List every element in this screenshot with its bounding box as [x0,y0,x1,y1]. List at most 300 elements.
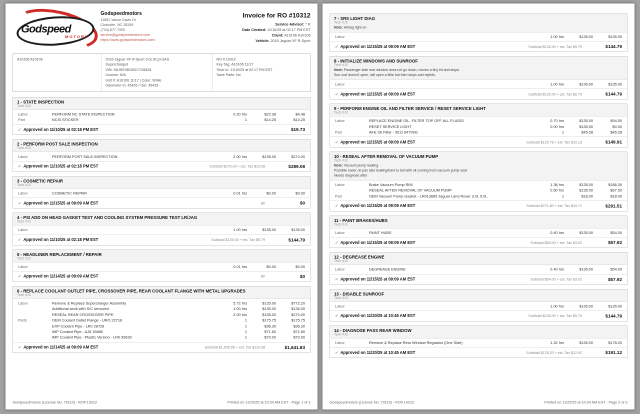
company-phone: (704) 877-7900 [100,27,126,33]
section-rows [330,228,627,237]
approved-text: Approved on 11/15/25 at 09:09 AM EST [340,240,416,245]
logo-motors-label: MOTORS [65,34,89,39]
row-qty: 1.00 hrs [550,34,564,39]
row-qty: 1.00 hrs [233,306,247,312]
line-item-row [13,264,310,270]
section-rows [13,225,310,234]
section-tech: Tech #JC [334,111,349,115]
section-approval-row [330,310,627,321]
section-rows [13,298,310,341]
row-desc [52,264,216,269]
subtotal-note: Subtotal $270.00 + est. Tax $19.08 [209,164,265,169]
row-rate: $135.00 [579,230,593,235]
row-type: Labor [18,264,28,269]
section-tech: Tech #JC [17,104,32,108]
vehicle-line [196,38,311,44]
row-type: Labor [335,230,345,235]
row-rate: $135.00 [579,340,593,346]
row-desc: COSMETIC REPAIR [52,190,87,196]
section-total: $57.92 [607,240,622,246]
vehicle-unit-color: Unit #: A10106 11/17 | Color: White [105,77,162,83]
section-tech: Tech #JC [17,220,32,224]
row-type: Labor [335,340,345,346]
row-type: Labor [335,182,345,187]
row-desc [52,228,216,233]
section-header [13,140,310,152]
company-website: https://www.godspeedmotors.com/ [100,37,156,43]
approved-check-icon: ✓ [335,240,339,245]
subtotal-note: Subtotal $135.00 + est. Tax $9.79 [528,91,582,97]
row-qty: 1 [561,130,564,135]
line-item-row [13,300,310,306]
row-rate: $0.00 [266,264,276,269]
row-desc [369,304,533,309]
approved-check-icon: ✓ [18,237,22,242]
section-rows [330,116,627,137]
row-total: $270.00 [291,312,305,317]
footer-printed-text: Printed on 11/25/25 at 10:34 AM EST - Page 1 of 3 [227,400,311,405]
section-total: $19.73 [290,127,305,133]
row-total: $0.00 [612,124,622,129]
section-total: $144.79 [605,44,622,50]
section-header [330,104,627,116]
service-section [330,325,628,358]
row-type [18,307,52,312]
section-total: $289.08 [288,163,305,169]
note-line: Possible lower oil pan also leaking/hard to tell with oil coming from vacuum pump seal [334,169,467,173]
section-tech: Tech #JC [17,183,32,187]
section-tech: Tech #JC [334,63,349,68]
page2-footer [330,400,628,405]
section-title: 2 - PERFORM POST SALE INSPECTION [17,141,98,147]
section-header [13,213,310,225]
row-rate: $135.00 [262,227,276,233]
service-section [330,56,628,99]
note-line: Note: Passenger side rear window does not go down, moves a tiny bit and stops. [334,68,460,73]
approved-check-icon: ✓ [335,203,339,209]
section-approval-row [330,274,627,285]
row-desc: OEM Vacuum Pump Gasket - LR013685 Jaguar Land Rover 3.0L 5.0L [369,193,488,199]
row-desc: OEM Coolant Outlet Flange - URO 22718 [52,318,123,323]
approved-check-icon: ✓ [18,200,22,206]
row-desc: DEGREASE ENGINE [369,267,406,272]
row-desc: Additional work with S/C removed [52,306,109,312]
row-rate: $14.25 [264,117,276,123]
note-line: Note: Airbag light on [334,26,367,30]
section-total: $144.79 [605,91,622,97]
subtotal-note: Subtotal $1,530.85 + est. Tax $110.98 [204,345,265,350]
row-qty: 1 [561,193,564,199]
section-approval-row [330,41,627,52]
approved-check-icon: ✓ [335,91,339,97]
row-desc: Remove & Replace Rear Window Regulator (One Side) [369,340,463,346]
row-total: $67.50 [610,188,622,193]
row-type [335,188,369,193]
section-tech: Tech #JC [334,332,349,337]
line-item-row [13,318,310,324]
row-total: $54.00 [610,230,622,235]
row-qty: 0.00 hrs [550,124,564,129]
row-desc: NCSI STICKER [52,117,79,123]
line-item-row [330,118,627,124]
section-rows [330,301,627,310]
section-total: $1,641.83 [284,344,305,350]
row-type: Parts [18,318,27,323]
row-type [18,335,52,340]
section-header [13,286,310,298]
row-rate: $135.00 [262,312,276,317]
line-item-row [13,335,310,341]
service-section [330,215,628,248]
section-header [13,250,310,262]
subtotal-note: $0 [261,274,265,279]
row-type: Labor [18,111,28,117]
row-type: Labor [335,303,345,309]
subtotal-note: Subtotal $139.78 + est. Tax $10.13 [526,139,582,145]
invoice-title: Invoice for RO #10312 [242,11,311,19]
service-section [13,139,311,172]
line-item-row [330,124,627,130]
approved-check-icon: ✓ [18,345,22,350]
row-qty: 2.00 hrs [233,154,247,159]
section-header [330,57,627,80]
subtotal-note: Subtotal $271.80 + est. Tax $19.71 [526,203,582,209]
approved-text: Approved on 11/15/25 at 09:09 AM EST [340,203,416,209]
section-title: 9 - PERFORM ENGINE OIL AND FILTER SERVICE / RESET SERVICE LIGHT [334,106,486,112]
row-total: $178.20 [608,340,622,346]
row-qty: 1 [244,323,247,329]
row-total: $135.00 [291,227,305,233]
row-rate: $0.00 [266,190,276,196]
section-title: 6 - REPLACE COOLANT OUTLET PIPE, CROSSOVER PIPE, REAR COOLANT FLANGE WITH METAL UPGRADES [17,288,246,294]
line-item-row [330,193,627,199]
row-total: $135.00 [291,306,305,312]
row-type [335,124,369,129]
service-section [330,14,628,53]
section-tech: Tech #JC [334,159,349,163]
service-section [13,97,311,135]
row-qty: 0.01 hrs [233,264,247,269]
client-label: Client: [271,32,284,38]
line-item-row [13,312,310,318]
row-qty: 0.50 hrs [550,188,564,193]
note-line: Note: Vacuum pump leaking [334,164,379,168]
line-item-row [330,34,627,40]
row-rate: $135.00 [262,301,276,306]
approved-text: Approved on 11/20/25 at 10:45 AM EST [340,313,416,319]
service-section [13,213,311,246]
row-rate: $135.00 [579,81,593,87]
row-rate: $135.00 [579,34,593,39]
company-address-line2: Charlotte, NC 28269 [100,22,134,28]
section-header [330,326,627,338]
approved-text: Approved on 11/10/25 at 02:18 PM EST [23,164,99,169]
row-rate: $36.30 [264,323,276,329]
vehicle-detail-column [101,54,212,91]
vehicle-info-box [13,54,311,92]
approved-text: Approved on 11/10/25 at 02:18 PM EST [23,237,99,242]
row-qty: 1.00 hrs [550,81,564,87]
row-total: $135.00 [608,303,622,309]
line-item-row [330,129,627,135]
section-tech: Tech #JC [17,256,32,261]
row-rate: $135.00 [579,182,593,187]
vehicle-engine: Supercharged [105,62,129,67]
service-advisor-label: Service Advisor: [275,21,305,27]
row-desc: Remove & Replace Supercharger Assembly [52,301,127,306]
section-title: 11 - PAINT BRAKES/HUBS [334,217,388,223]
section-approval-row [13,161,310,172]
client-id: A10106 A10106 [17,57,43,62]
subtotal-note: Subtotal $135.00 + est. Tax $9.79 [528,313,582,319]
approved-check-icon: ✓ [18,164,22,169]
section-rows [13,262,310,271]
row-type: Labor [18,227,28,233]
section-approval-row [13,271,310,282]
logo-wordmark: Godspeed [21,22,71,35]
section-title: 13 - DISABLE SUNROOF [334,291,385,297]
service-section [13,176,311,209]
page1-footer [13,400,311,405]
approved-check-icon: ✓ [18,274,22,279]
row-rate: $135.00 [579,267,593,272]
row-desc: RESEAL REAR CROSSOVER PIPE [52,312,114,317]
section-rows [13,152,310,161]
row-desc [369,82,533,87]
section-approval-row [13,124,310,135]
section-total: $149.91 [605,139,622,145]
line-item-row [13,323,310,329]
row-qty: 5.72 hrs [233,301,247,306]
note-line: Sun roof doesn't open, will open a little but then stops and rejects. [334,73,436,77]
row-rate: $135.00 [262,306,276,312]
row-total: $36.30 [293,323,305,329]
footer-license-text: Godspeedmotors (License No: 70110) - RO# 10312 [12,400,98,405]
row-qty: 0.40 hrs [550,230,564,235]
row-total: $772.20 [291,301,305,306]
row-type [18,324,52,329]
section-rows [330,180,627,201]
vehicle-vin: VIN: SAJBF4BV8GCY26528 [105,67,152,72]
line-item-row [330,188,627,194]
invoice-header [13,9,311,49]
subtotal-note: Subtotal $54.00 + est. Tax $3.92 [530,240,582,245]
line-item-row [13,227,310,233]
row-desc: REPLACE ENGINE OIL, FILTER TOP OFF ALL FLUIDS [369,118,464,124]
section-approval-row [13,234,310,245]
section-total: $57.92 [607,276,622,282]
section-header [330,289,627,301]
row-desc: Brake Vacuum Pump RMI [369,182,413,187]
row-rate: $45.28 [581,130,593,135]
subtotal-note: Subtotal $135.00 + est. Tax $9.79 [211,237,265,242]
line-item-row [330,81,627,87]
invoice-meta [196,9,311,49]
row-type: Labor [18,190,28,196]
section-tech: Tech #JC [17,293,32,297]
row-qty: 1 [244,318,247,323]
invoice-page-1 [5,3,318,410]
section-approval-row [330,237,627,248]
row-qty: 0.01 hrs [233,190,247,196]
row-qty: 1 [244,335,247,340]
service-section [13,249,311,282]
line-item-row [330,303,627,309]
section-rows [330,338,627,347]
section-rows [330,79,627,88]
row-rate: $18.00 [581,193,593,199]
section-approval-row [13,198,310,209]
line-item-row [330,182,627,188]
line-item-row [13,329,310,335]
vehicle-client-column [13,54,101,91]
section-approval-row [330,89,627,100]
footer-license-text: Godspeedmotors (License No: 70110) - RO# 10312 [329,400,415,405]
section-tech: Tech #JC [334,296,349,300]
invoice-page-2 [322,3,635,410]
service-section [330,152,628,212]
section-tech: Tech #JC [334,222,349,227]
line-item-row [330,230,627,236]
row-total: $175.75 [291,318,305,323]
service-section [330,104,628,148]
row-qty: 0.40 hrs [550,267,564,272]
approved-text: Approved on 11/10/25 at 02:18 PM EST [23,127,99,132]
vehicle-value: 2016 Jaguar XF R-Sport [270,38,311,43]
section-total: $144.79 [288,237,305,243]
row-type: Labor [335,34,345,39]
section-title: 12 - DEGREASE ENGINE [334,254,385,260]
section-title: 3 - COSMETIC REPAIR [17,178,63,184]
subtotal-note: Subtotal $135.00 + est. Tax $9.79 [528,44,582,49]
approved-check-icon: ✓ [18,127,22,132]
company-address-line1: 11881 Vance Davis Dr [100,17,136,22]
row-qty: 0.20 hrs [233,111,247,117]
line-item-row [13,117,310,123]
row-rate: $175.75 [262,318,276,323]
row-qty: 1 [244,117,247,123]
approved-check-icon: ✓ [335,44,339,49]
row-total: $18.00 [610,193,622,199]
section-total: $291.51 [605,203,622,209]
section-approval-row [330,347,627,358]
company-info [101,9,192,49]
approved-text: Approved on 11/20/25 at 10:45 AM EST [340,350,416,355]
row-total: $4.48 [295,111,305,117]
row-total: $0.00 [295,264,305,269]
row-rate: $71.60 [264,329,276,334]
note-label: Note: [334,164,344,168]
section-rows [13,188,310,197]
section-header [330,14,627,32]
row-total: $94.50 [610,118,622,124]
ro-time-in: Time In: 11/10/25 at 02:17 PM EST [216,67,273,72]
section-title: 10 - RESEAL AFTER REMOVAL OF VACUUM PUMP [334,154,439,160]
row-qty: 1.32 hrs [550,340,564,346]
row-desc: PERFORM NC STATE INSPECTION [52,111,115,117]
row-rate: $135.00 [579,118,593,124]
date-created-value: 11/10/25 at 02:17 PM EST [267,27,311,32]
line-item-row [330,340,627,346]
section-header [330,216,627,228]
section-title: 14 - DIAGNOSE PASS REAR WINDOW [334,327,412,333]
ro-number: RO # 10312 [216,57,236,62]
row-desc: IMP Coolant Pipe - Plastic Version - LR0 99630 [52,335,132,340]
row-type: Part [335,193,342,199]
row-type: Part [18,117,25,123]
row-qty: 1.00 hrs [233,227,247,233]
section-total: $144.79 [605,313,622,319]
vehicle-label: Vehicle: [255,38,270,43]
company-name: Godspeedmotors [100,11,142,17]
row-desc: PERFORM POST SALE INSPECTION [52,154,118,159]
approved-text: Approved on 11/15/25 at 09:09 AM EST [340,139,416,145]
row-type [18,329,52,334]
service-advisor-value: * R [305,21,311,27]
page1-sections [13,97,311,353]
ro-key-tag: Key Tag: A10106 11/17 [216,62,254,67]
section-tech: Tech #JC [17,146,32,151]
row-total: $54.00 [610,267,622,272]
section-notes [334,164,623,179]
row-qty: 1 [244,329,247,334]
client-value: A10106 A10106 [284,32,311,38]
section-total: $0 [299,200,305,206]
note-line: Needs diagnose after [334,173,368,178]
line-item-row [13,306,310,312]
row-qty: 1.00 hrs [550,303,564,309]
row-type: Labor [335,81,345,87]
section-title: 1 - STATE INSPECTION [17,99,65,105]
section-rows [13,109,310,124]
row-desc: RESET SERVICE LIGHT [369,124,412,129]
line-item-row [13,190,310,196]
section-header [330,253,627,265]
section-header [330,152,627,180]
row-qty: 1.38 hrs [550,182,564,187]
section-notes [334,26,623,31]
row-desc: RESEAL AFTER REMOVAL OF VACUUM PUMP [369,188,452,193]
approved-check-icon: ✓ [335,139,339,145]
approved-text: Approved on 11/15/25 at 09:09 AM EST [340,91,416,97]
approved-text: Approved on 11/14/25 at 09:09 AM EST [23,274,99,279]
row-qty: 2.00 hrs [233,312,247,317]
service-section [330,289,628,322]
section-tech: Tech #JC [334,21,349,25]
approved-check-icon: ✓ [335,313,339,319]
row-total: $0.00 [295,190,305,196]
row-type: Part [335,130,342,135]
service-section [13,286,311,353]
approved-text: Approved on 11/15/25 at 09:09 AM EST [340,44,416,49]
row-total: $135.00 [608,34,622,39]
section-title: 7 - SRS LIGHT DIAG [334,16,376,21]
line-item-row [13,154,310,160]
row-type: Labor [335,267,345,272]
note-label: Note: [334,68,344,73]
section-total: $191.12 [605,350,622,356]
vehicle-model: 2016 Jaguar XF R-Sport 3.0L 6Cyl GAS [105,57,170,62]
row-rate: $135.00 [579,303,593,309]
row-type: Labor [18,301,28,306]
row-rate: $135.00 [579,188,593,193]
section-header [13,176,310,188]
section-approval-row [330,200,627,211]
subtotal-note: Subtotal $178.20 + est. Tax $12.92 [526,350,582,355]
godspeed-logo [13,9,97,49]
section-approval-row [13,342,310,353]
row-rate: $135.00 [262,154,276,159]
